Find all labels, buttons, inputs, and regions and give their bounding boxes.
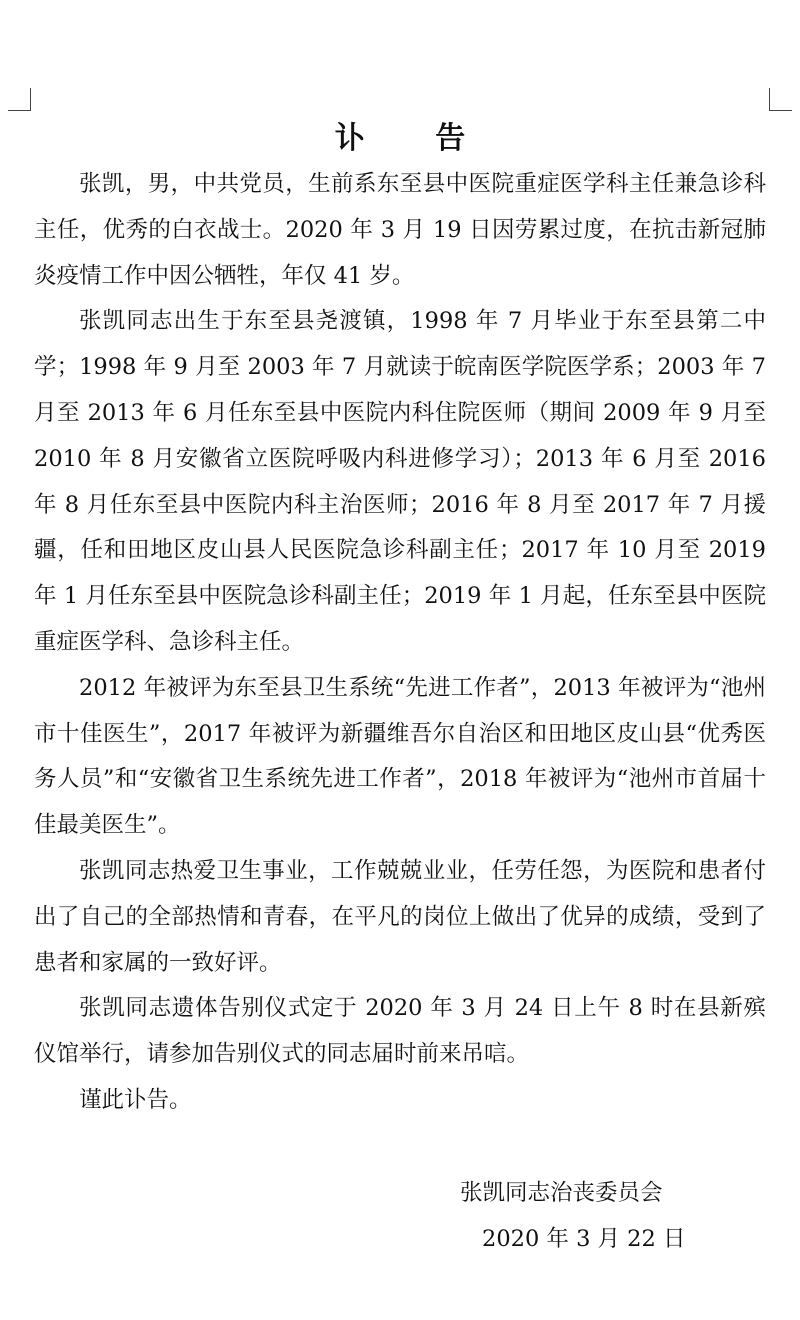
- paragraph-biography: 张凯同志出生于东至县尧渡镇，1998 年 7 月毕业于东至县第二中学；1998 年 9 月至 2003 年 7 月就读于皖南医学院医学系；2003 年 7 月至 2013 年 6 月任东至县中医院内科住院医师（期间 2009 年 9 月至 2010 年 8 月安徽省立医院呼吸内科进修学习）；2013 年 6 月至 2016 年 8 月任东至县中医院内科主治医师；2016 年 8 月至 2017 年 7 月援疆，任和田地区皮山县人民医院急诊科副主任；2017 年 10 月至 2019 年 1 月任东至县中医院急诊科副主任；2019 年 1 月起，任东至县中医院重症医学科、急诊科主任。: [34, 308, 766, 655]
- paragraph-farewell-ceremony: 张凯同志遗体告别仪式定于 2020 年 3 月 24 日上午 8 时在县新殡仪馆举行，请参加告别仪式的同志届时前来吊唁。: [34, 995, 766, 1068]
- paragraph-honors: 2012 年被评为东至县卫生系统“先进工作者”，2013 年被评为“池州市十佳医生”，2017 年被评为新疆维吾尔自治区和田地区皮山县“优秀医务人员”和“安徽省卫生系统先进工作者”，2018 年被评为“池州市首届十佳最美医生”。: [34, 674, 766, 839]
- document-title: 讣 告: [334, 121, 496, 156]
- document-body: [34, 162, 766, 1124]
- signature-committee: 张凯同志治丧委员会: [460, 1180, 663, 1206]
- crop-mark-top-left: [8, 88, 31, 111]
- paragraph-tribute: 张凯同志热爱卫生事业，工作兢兢业业，任劳任怨，为医院和患者付出了自己的全部热情和青春，在平凡的岗位上做出了优异的成绩，受到了患者和家属的一致好评。: [34, 857, 766, 976]
- crop-mark-top-right: [769, 88, 792, 111]
- paragraph-intro: 张凯，男，中共党员，生前系东至县中医院重症医学科主任兼急诊科主任，优秀的白衣战士。2020 年 3 月 19 日因劳累过度，在抗击新冠肺炎疫情工作中因公牺牲，年仅 41 岁。: [34, 171, 766, 289]
- paragraph-closing: 谨此讣告。: [79, 1086, 192, 1113]
- signature-date: 2020 年 3 月 22 日: [482, 1226, 686, 1252]
